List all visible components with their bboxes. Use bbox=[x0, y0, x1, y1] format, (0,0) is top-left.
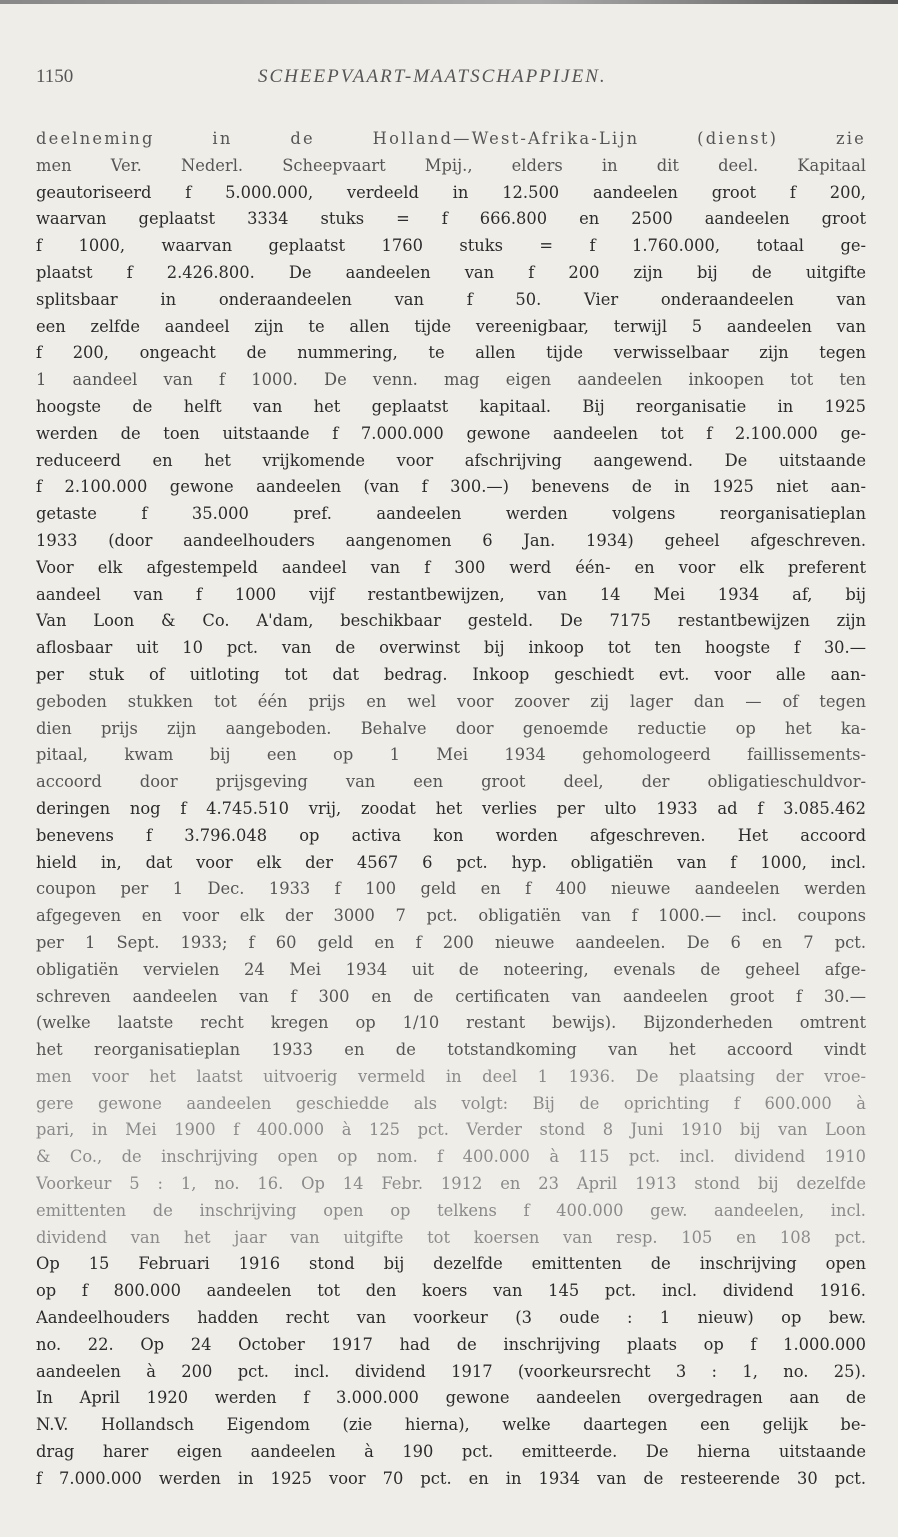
text-line: gere gewone aandeelen geschiedde als volgt: Bij de oprichting f 600.000 à bbox=[36, 1093, 866, 1113]
text-line: accoord door prijsgeving van een groot deel, der obligatieschuldvor- bbox=[36, 772, 866, 792]
text-line: per 1 Sept. 1933; f 60 geld en f 200 nieuwe aandeelen. De 6 en 7 pct. bbox=[36, 932, 866, 952]
scan-top-edge bbox=[0, 0, 898, 4]
text-line: een zelfde aandeel zijn te allen tijde vereenigbaar, terwijl 5 aandeelen van bbox=[36, 316, 866, 336]
text-line: men voor het laatst uitvoerig vermeld in deel 1 1936. De plaatsing der vroe- bbox=[36, 1066, 866, 1086]
text-line: obligatiën vervielen 24 Mei 1934 uit de noteering, evenals de geheel afge- bbox=[36, 959, 866, 979]
text-line: 1 aandeel van f 1000. De venn. mag eigen aandeelen inkoopen tot ten bbox=[36, 370, 866, 390]
text-line: drag harer eigen aandeelen à 190 pct. emitteerde. De hierna uitstaande bbox=[36, 1442, 866, 1462]
text-line: werden de toen uitstaande f 7.000.000 gewone aandeelen tot f 2.100.000 ge- bbox=[36, 423, 866, 443]
text-line: f 200, ongeacht de nummering, te allen tijde verwisselbaar zijn tegen bbox=[36, 343, 866, 363]
text-line: f 7.000.000 werden in 1925 voor 70 pct. en in 1934 van de resteerende 30 pct. bbox=[36, 1468, 866, 1488]
text-line: (welke laatste recht kregen op 1/10 restant bewijs). Bijzonderheden omtrent bbox=[36, 1013, 866, 1033]
text-line: no. 22. Op 24 October 1917 had de inschrijving plaats op f 1.000.000 bbox=[36, 1334, 866, 1354]
text-line: pari, in Mei 1900 f 400.000 à 125 pct. Verder stond 8 Juni 1910 bij van Loon bbox=[36, 1120, 866, 1140]
text-line: hoogste de helft van het geplaatst kapitaal. Bij reorganisatie in 1925 bbox=[36, 396, 866, 416]
text-line: benevens f 3.796.048 op activa kon worden afgeschreven. Het accoord bbox=[36, 825, 866, 845]
text-line: aflosbaar uit 10 pct. van de overwinst bij inkoop tot ten hoogste f 30.— bbox=[36, 638, 866, 658]
text-line: f 2.100.000 gewone aandeelen (van f 300.—) benevens de in 1925 niet aan- bbox=[36, 477, 866, 497]
text-line: hield in, dat voor elk der 4567 6 pct. hyp. obligatiën van f 1000, incl. bbox=[36, 852, 866, 872]
text-line: afgegeven en voor elk der 3000 7 pct. obligatiën van f 1000.— incl. coupons bbox=[36, 906, 866, 926]
text-line: N.V. Hollandsch Eigendom (zie hierna), welke daartegen een gelijk be- bbox=[36, 1415, 866, 1435]
text-line: plaatst f 2.426.800. De aandeelen van f 200 zijn bij de uitgifte bbox=[36, 262, 866, 282]
text-line: dividend van het jaar van uitgifte tot koersen van resp. 105 en 108 pct. bbox=[36, 1227, 866, 1247]
text-line: reduceerd en het vrijkomende voor afschrijving aangewend. De uitstaande bbox=[36, 450, 866, 470]
text-line: aandeelen à 200 pct. incl. dividend 1917 (voorkeursrecht 3 : 1, no. 25). bbox=[36, 1361, 866, 1381]
text-line: Voorkeur 5 : 1, no. 16. Op 14 Febr. 1912 en 23 April 1913 stond bij dezelfde bbox=[36, 1174, 866, 1194]
text-line: op f 800.000 aandeelen tot den koers van 145 pct. incl. dividend 1916. bbox=[36, 1281, 866, 1301]
text-line: per stuk of uitloting tot dat bedrag. Inkoop geschiedt evt. voor alle aan- bbox=[36, 664, 866, 684]
text-line: 1933 (door aandeelhouders aangenomen 6 Jan. 1934) geheel afgeschreven. bbox=[36, 530, 866, 550]
text-line: coupon per 1 Dec. 1933 f 100 geld en f 400 nieuwe aandeelen werden bbox=[36, 879, 866, 899]
text-line: waarvan geplaatst 3334 stuks = f 666.800 en 2500 aandeelen groot bbox=[36, 209, 866, 229]
text-line: aandeel van f 1000 vijf restantbewijzen, van 14 Mei 1934 af, bij bbox=[36, 584, 866, 604]
text-line: geautoriseerd f 5.000.000, verdeeld in 12.500 aandeelen groot f 200, bbox=[36, 182, 866, 202]
text-line: geboden stukken tot één prijs en wel voor zoover zij lager dan — of tegen bbox=[36, 691, 866, 711]
text-line: schreven aandeelen van f 300 en de certificaten van aandeelen groot f 30.— bbox=[36, 986, 866, 1006]
text-line: men Ver. Nederl. Scheepvaart Mpij., elders in dit deel. Kapitaal bbox=[36, 155, 866, 175]
text-line: het reorganisatieplan 1933 en de totstandkoming van het accoord vindt bbox=[36, 1040, 866, 1060]
text-line: Aandeelhouders hadden recht van voorkeur (3 oude : 1 nieuw) op bew. bbox=[36, 1308, 866, 1328]
text-line: deelneming in de Holland—West-Afrika-Lijn (dienst) zie bbox=[36, 129, 866, 148]
page-header bbox=[36, 66, 866, 96]
text-line: Voor elk afgestempeld aandeel van f 300 werd één- en voor elk preferent bbox=[36, 557, 866, 577]
body-text bbox=[36, 126, 866, 1493]
running-title: SCHEEPVAART-MAATSCHAPPIJEN. bbox=[258, 66, 607, 87]
text-line: Op 15 Februari 1916 stond bij dezelfde emittenten de inschrijving open bbox=[36, 1254, 866, 1274]
text-line: & Co., de inschrijving open op nom. f 400.000 à 115 pct. incl. dividend 1910 bbox=[36, 1147, 866, 1167]
text-line: pitaal, kwam bij een op 1 Mei 1934 gehomologeerd faillissements- bbox=[36, 745, 866, 765]
text-line: emittenten de inschrijving open op telkens f 400.000 gew. aandeelen, incl. bbox=[36, 1200, 866, 1220]
text-line: dien prijs zijn aangeboden. Behalve door genoemde reductie op het ka- bbox=[36, 718, 866, 738]
text-line: Van Loon & Co. A'dam, beschikbaar gesteld. De 7175 restantbewijzen zijn bbox=[36, 611, 866, 631]
page-number: 1150 bbox=[36, 66, 74, 87]
text-line: deringen nog f 4.745.510 vrij, zoodat het verlies per ulto 1933 ad f 3.085.462 bbox=[36, 798, 866, 818]
text-line: f 1000, waarvan geplaatst 1760 stuks = f 1.760.000, totaal ge- bbox=[36, 236, 866, 256]
text-line: In April 1920 werden f 3.000.000 gewone aandeelen overgedragen aan de bbox=[36, 1388, 866, 1408]
text-line: getaste f 35.000 pref. aandeelen werden volgens reorganisatieplan bbox=[36, 504, 866, 524]
text-line: splitsbaar in onderaandeelen van f 50. Vier onderaandeelen van bbox=[36, 289, 866, 309]
